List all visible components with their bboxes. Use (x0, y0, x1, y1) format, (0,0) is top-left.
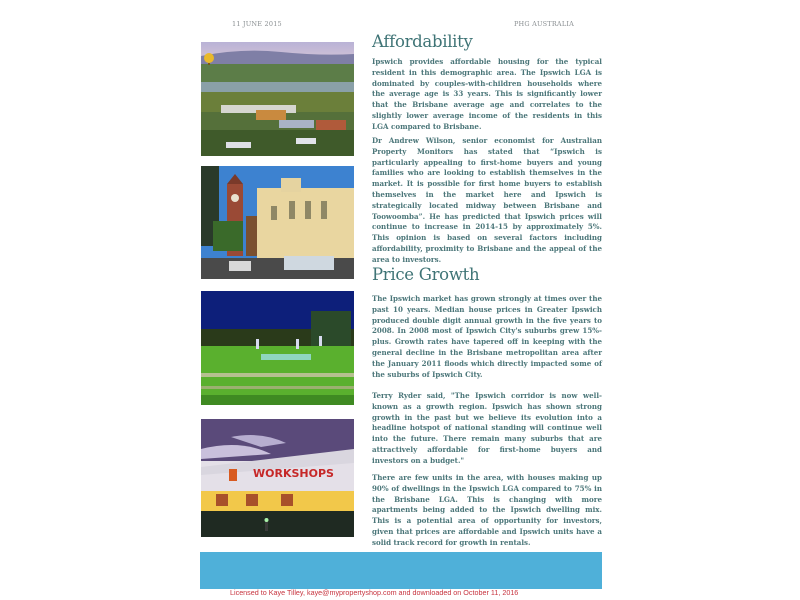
affordability-paragraph-2: Dr Andrew Wilson, senior economist for Australian Property Monitors has stated that “Ipswich is particularly appealing to first-home buyers and young families who are looking to establish themselves in the market. It is possible for first home buyers to establish themselves in the market here and Ipswich is strategically located midway between Brisbane and Toowoomba”. He has predicted that Ipswich prices will continue to increase in 2014-15 by approximately 5%. This opinion is based on several factors including affordability, proximity to Brisbane and the appeal of the area to investors. (372, 136, 602, 264)
header-date: 11 JUNE 2015 (232, 20, 282, 28)
ipswich-aerial-photo (201, 42, 354, 156)
night-park-icon (201, 291, 354, 405)
license-notice: Licensed to Kaye Tilley, kaye@mypropertyshop.com and downloaded on October 11, 2016 (230, 588, 519, 597)
workshops-museum-photo (201, 419, 354, 537)
header-publisher: PHG AUSTRALIA (513, 20, 574, 28)
section-heading-price-growth: Price Growth (372, 265, 480, 284)
section-heading-affordability: Affordability (372, 32, 473, 51)
price-growth-paragraph-1: The Ipswich market has grown strongly at times over the past 10 years. Median house prices in Greater Ipswich produced double digit annual growth in the five years to 2008. In 2008 most of Ipswich City's suburbs grew 15%-plus. Growth rates have tapered off in keeping with the general decline in the Brisbane metropolitan area after the January 2011 floods which directly impacted some of the suburbs of Ipswich City. (372, 294, 602, 379)
document-page (196, 0, 606, 600)
footer-band (200, 552, 602, 589)
svg-text:WORKSHOPS: WORKSHOPS (253, 467, 334, 480)
price-growth-paragraph-3: There are few units in the area, with houses making up 90% of dwellings in the Ipswich LGA compared to 75% in the Brisbane LGA. This is changing with more apartments being added to the Ipswich dwelling mix. This is a potential area of opportunity for investors, given that prices are affordable and Ipswich units have a solid track record for growth in rentals. (372, 473, 602, 547)
workshops-building-icon (201, 419, 354, 537)
ipswich-park-night-photo (201, 291, 354, 405)
town-hall-icon (201, 166, 354, 279)
price-growth-paragraph-2: Terry Ryder said, "The Ipswich corridor is now well-known as a growth region. Ipswich has shown strong growth in the past but we believe its evolution into a headline hotspot of national standing will continue well into the future. There remain many suburbs that are attractively affordable for first-home buyers and investors on a budget." (372, 391, 602, 465)
ipswich-town-hall-photo (201, 166, 354, 279)
aerial-landscape-icon (201, 42, 354, 156)
affordability-paragraph-1: Ipswich provides affordable housing for the typical resident in this demographic area. The Ipswich LGA is dominated by couples-with-children households where the average age is 33 years. This is significantly lower that the Brisbane average age and correlates to the slightly lower average income of the residents in this LGA compared to Brisbane. (372, 57, 602, 131)
